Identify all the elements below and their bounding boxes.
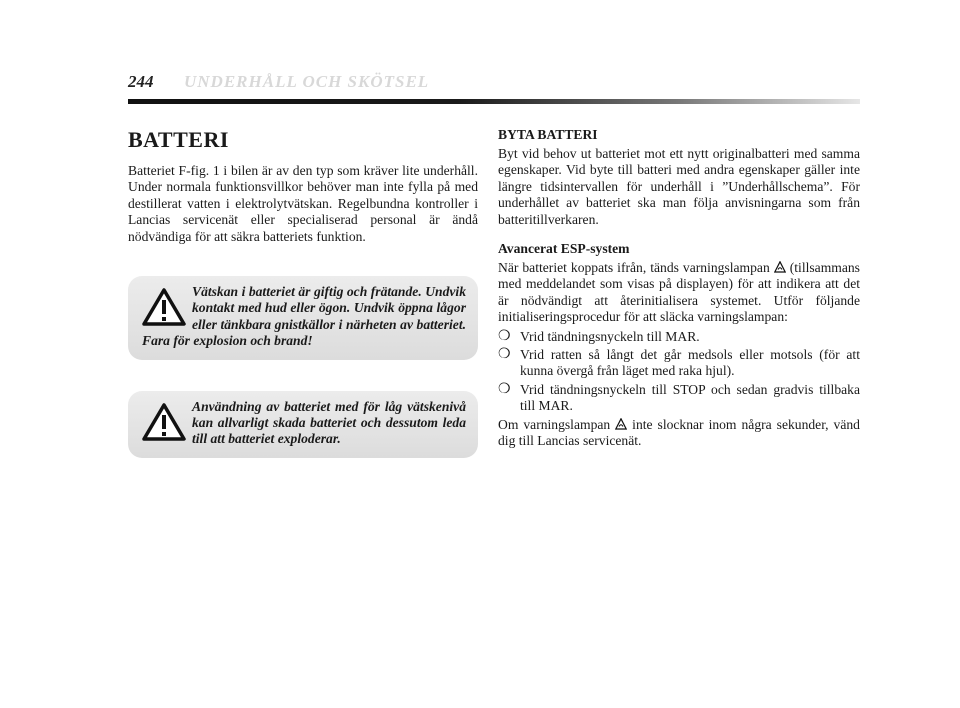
left-column	[128, 127, 478, 458]
esp-outro-before: Om varningslampan	[498, 416, 611, 432]
esp-intro-before: När batteriet koppats ifrån, tänds varningslampan	[498, 260, 770, 276]
esp-intro	[498, 260, 860, 326]
replace-battery-heading: BYTA BATTERI	[498, 127, 598, 142]
esp-warning-light-icon	[615, 418, 627, 430]
warning-box-toxic	[128, 276, 478, 360]
replace-battery-text: Byt vid behov ut batteriet mot ett nytt originalbatteri med samma egenskaper. Vid byte till batteri med andra egenskaper gäller inte längre tidsintervallen för underhåll i ”Underhållschema”. För underhållet av batteriet ska man följa anvisningarna som från batteritillverkaren.	[498, 146, 860, 227]
warning-box-low-level	[128, 391, 478, 458]
list-item	[498, 329, 860, 345]
step-text: Vrid ratten så långt det går medsols eller motsols (för att kunna övergå från läget med raka hjul).	[520, 347, 860, 379]
header-rule	[128, 99, 860, 104]
list-item	[498, 382, 860, 415]
esp-steps-list	[498, 329, 860, 415]
bullet-icon: ❍	[498, 381, 511, 397]
battery-intro: Batteriet F-fig. 1 i bilen är av den typ som kräver lite underhåll. Under normala funktionsvillkor behöver man inte fylla på med destillerat vatten i elektrolytvätskan. Regelbundna kontroller i Lancias servicenät eller specialiserad personal är ändå nödvändiga för att säkra batteriets funktion.	[128, 163, 478, 244]
list-item	[498, 347, 860, 380]
right-column	[498, 127, 860, 450]
bullet-icon: ❍	[498, 347, 511, 363]
warning-text-low-level: Användning av batteriet med för låg vätskenivå kan allvarligt skada batteriet och dessutom leda till att batteriet exploderar.	[192, 398, 466, 447]
esp-warning-light-icon	[774, 261, 786, 273]
warning-triangle-icon	[142, 403, 186, 441]
page-number: 244	[128, 72, 154, 91]
warning-text-toxic: Vätskan i batteriet är giftig och frätande. Undvik kontakt med hud eller ögon. Undvik öppna lågor eller tänkbara gnistkällor i närheten av batteriet. Fara för explosion och brand!	[142, 284, 466, 349]
esp-heading: Avancerat ESP-system	[498, 241, 630, 257]
bullet-icon: ❍	[498, 328, 511, 344]
esp-intro-after: (tillsammans med meddelandet som visas på displayen) för att indikera att det är nödvändigt att återinitialisera systemet. Utför följande initialiseringsprocedur för att släcka varningslampan:	[498, 260, 860, 325]
esp-outro-after: inte slocknar inom några sekunder, vänd dig till Lancias servicenät.	[498, 416, 860, 449]
step-text: Vrid tändningsnyckeln till MAR.	[520, 328, 700, 344]
esp-outro	[498, 417, 860, 450]
step-text: Vrid tändningsnyckeln till STOP och sedan gradvis tillbaka till MAR.	[520, 381, 860, 414]
section-header: UNDERHÅLL OCH SKÖTSEL	[184, 72, 430, 91]
warning-triangle-icon	[142, 288, 186, 326]
battery-heading: BATTERI	[128, 127, 229, 152]
